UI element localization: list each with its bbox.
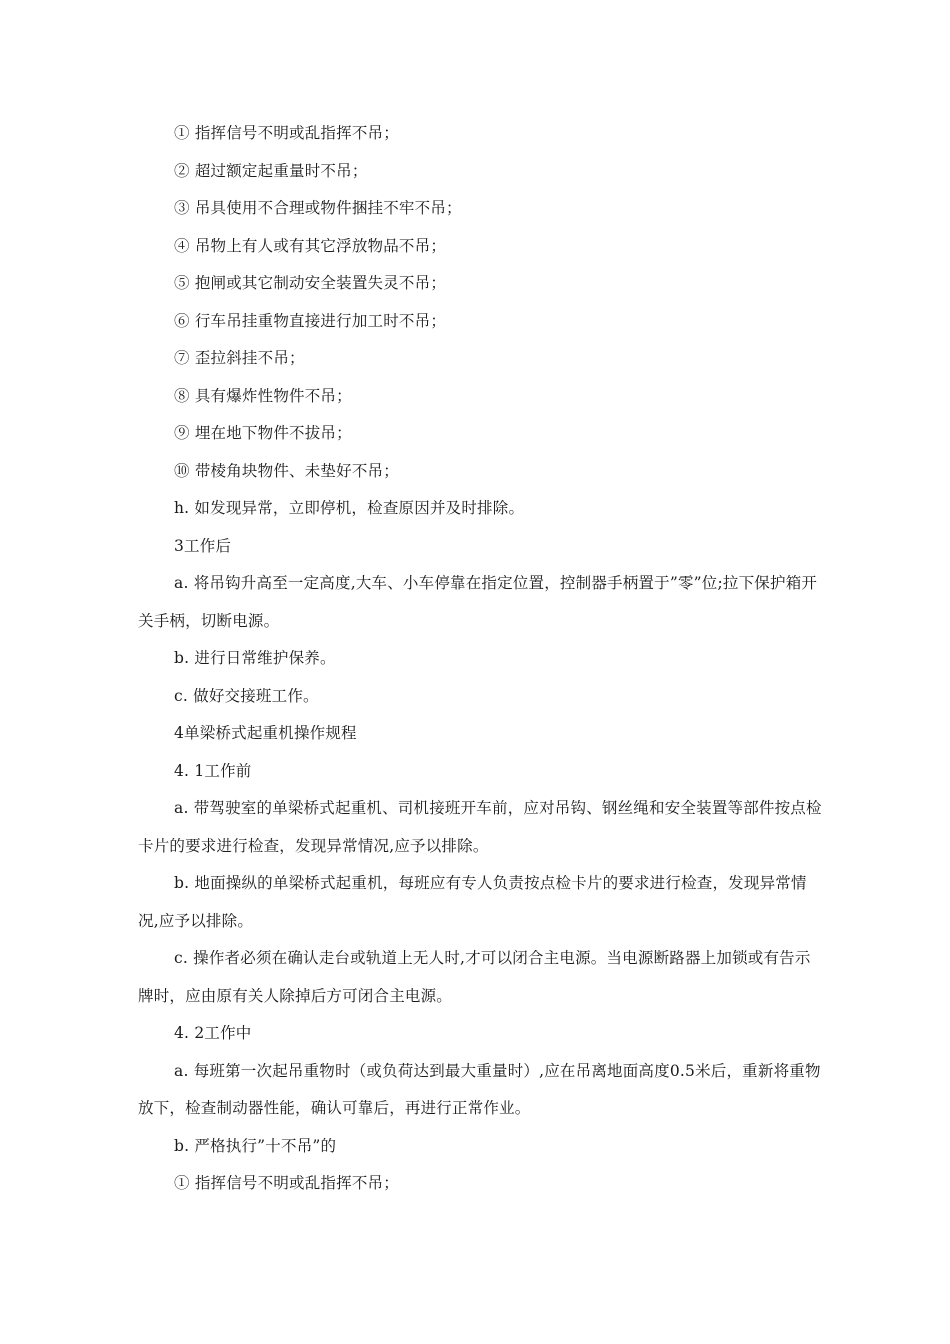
- paragraph-h: h. 如发现异常，立即停机，检查原因并及时排除。: [174, 499, 525, 517]
- list-item-6: ⑥ 行车吊挂重物直接进行加工时不吊；: [174, 311, 447, 330]
- paragraph-3c: c. 做好交接班工作。: [174, 686, 319, 705]
- list-item-4: ④ 吊物上有人或有其它浮放物品不吊；: [174, 236, 447, 255]
- paragraph-4-1c: c. 操作者必须在确认走台或轨道上无人时,才可以闭合主电源。当电源断路器上加锁或有告示牌时，应由原有关人除掉后方可闭合主电源。: [138, 949, 811, 1005]
- subsection-heading-4-2: 4. 2工作中: [174, 1024, 252, 1042]
- paragraph-4-1a: a. 带驾驶室的单梁桥式起重机、司机接班开车前，应对吊钩、钢丝绳和安全装置等部件按点检卡片的要求进行检查，发现异常情况,应予以排除。: [138, 799, 822, 855]
- list-item-5: ⑤ 抱闸或其它制动安全装置失灵不吊；: [174, 274, 447, 292]
- list-item-2: ② 超过额定起重量时不吊；: [174, 161, 368, 180]
- list-item-10: ⑩ 带棱角块物件、未垫好不吊；: [174, 461, 399, 480]
- paragraph-4-2b: b. 严格执行”十不吊”的: [174, 1136, 337, 1155]
- section-heading-4: 4单梁桥式起重机操作规程: [174, 724, 357, 742]
- paragraph-3a: a. 将吊钩升高至一定高度,大车、小车停靠在指定位置，控制器手柄置于”零”位;拉下保护箱开关手柄，切断电源。: [138, 574, 818, 630]
- paragraph-4-2a: a. 每班第一次起吊重物时（或负荷达到最大重量时）,应在吊离地面高度0.5米后，重新将重物放下，检查制动器性能，确认可靠后，再进行正常作业。: [138, 1061, 821, 1117]
- document-body: [138, 115, 824, 1203]
- list-item-9: ⑨ 埋在地下物件不拔吊；: [174, 424, 352, 442]
- list-item-1: ① 指挥信号不明或乱指挥不吊；: [174, 124, 399, 142]
- subsection-heading-4-1: 4. 1工作前: [174, 761, 252, 780]
- list-item-8: ⑧ 具有爆炸性物件不吊；: [174, 386, 352, 405]
- list-item-repeat-1: ① 指挥信号不明或乱指挥不吊；: [174, 1174, 399, 1192]
- list-item-7: ⑦ 歪拉斜挂不吊；: [174, 349, 305, 367]
- list-item-3: ③ 吊具使用不合理或物件捆挂不牢不吊；: [174, 199, 462, 217]
- section-heading-3: 3工作后: [174, 536, 232, 555]
- paragraph-3b: b. 进行日常维护保养。: [174, 649, 336, 667]
- paragraph-4-1b: b. 地面操纵的单梁桥式起重机，每班应有专人负责按点检卡片的要求进行检查，发现异常情况,应予以排除。: [138, 874, 807, 930]
